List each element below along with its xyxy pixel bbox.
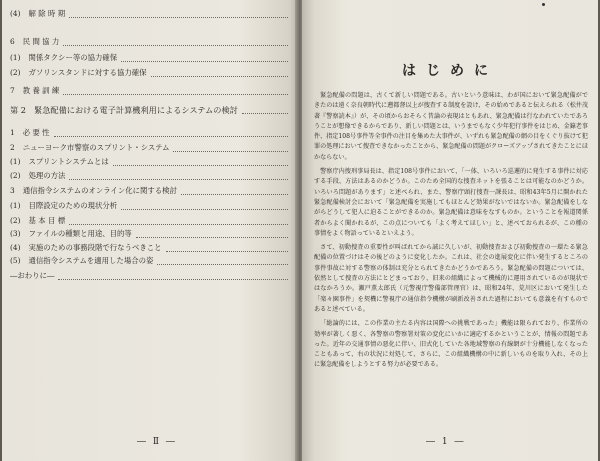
toc-entry bbox=[10, 52, 288, 64]
toc-entry-label: 必 要 性 bbox=[22, 128, 50, 137]
toc-entry-number: (2) bbox=[10, 216, 21, 225]
toc-entry-label: ニューヨーク市警察のスプリント・システム bbox=[22, 143, 170, 152]
toc-entry-number: (4) bbox=[10, 243, 21, 252]
toc-entry-number: (4) bbox=[10, 9, 21, 18]
toc-entry bbox=[10, 255, 288, 267]
toc-leader-dots bbox=[157, 258, 288, 265]
toc-entry-label: 解 除 時 期 bbox=[28, 9, 66, 18]
toc-entry bbox=[10, 270, 288, 282]
intro-paragraph-2: 警察庁内捜刑事局長は、指定108号事件において、「一体、いろいろ巡邏的に発生する事件に対応する手段、方法はあるのかどうか。このため全国的な捜査ネットを張ることは可能なのかどうか。いろいろ問題があります」と述べられ、また、警察庁頭打捜査一課長は、昭和43年5月に開かれた緊急配備検討会において「緊急配備を実施してもほとんど効果がないではないか。緊急配備をしながらどうして犯人に迫ることができるのか。緊急配備は意味をなすものか。ということを報道関係者からよく聞かれるが、この点についても「よく考えてほしい」と、述べておられるが、この種の事情をよく物語っているといえよう。 bbox=[314, 168, 588, 237]
toc-entry-label: ガソリンスタンドに対する協力確保 bbox=[28, 68, 147, 77]
toc-entry bbox=[10, 170, 288, 182]
book-spread bbox=[2, 0, 598, 461]
toc-entry-label: 民 間 協 力 bbox=[22, 37, 60, 46]
toc-entry-label: 緊急配備における電子計算機利用によるシステムの検討 bbox=[34, 105, 238, 115]
toc-entry-label: 教 養 訓 練 bbox=[22, 86, 60, 95]
right-page-introduction bbox=[302, 0, 598, 461]
toc-leader-dots bbox=[58, 273, 288, 280]
toc-entry bbox=[10, 85, 288, 97]
toc-entry-number: (2) bbox=[10, 68, 21, 77]
toc-entry-label: 通信指令システムのオンライン化に関する検討 bbox=[22, 186, 177, 195]
toc-leader-dots bbox=[121, 203, 288, 210]
toc-leader-dots bbox=[63, 88, 288, 95]
toc-entry-number: 3 bbox=[10, 186, 15, 195]
toc-leader-dots bbox=[63, 39, 288, 46]
toc-entry bbox=[10, 156, 288, 168]
toc-entry bbox=[10, 104, 288, 116]
right-page-number: ― 1 ― bbox=[426, 437, 466, 447]
toc-entry-number: (1) bbox=[10, 201, 21, 210]
toc-entry bbox=[10, 8, 288, 20]
intro-paragraph-3: さて、初動捜査の重要性が叫ばれてから誠に久しいが、初動捜査および初動捜査の一環たる緊急配備の位置づけはその後どのように変化したか。これは、社会の進展変化に伴い発生するところの事件事故に対する警察の体制は充分とられてきたかどうかであろう。緊急配備の問題については、依然として捜査の方法にとどまっており、旧来の組織によって機械的に運用されているのが現状ではなかろうか。瀬戸薫太郎氏（元警視庁警備部管理官）は、昭和24年、荒川区において発生した「楽々園事件」を契機に警視庁の通信指令機構が刷新改善された過程においても意義を有すものであると述べている。 bbox=[314, 244, 588, 313]
toc-leader-dots bbox=[54, 130, 288, 137]
toc-leader-dots bbox=[69, 173, 288, 180]
toc-entry-number: (5) bbox=[10, 256, 21, 265]
toc-leader-dots bbox=[69, 218, 288, 225]
toc-entry-label: 実施のための事務段階で行なうべきこと bbox=[28, 243, 162, 252]
toc-entry-label: 処理の方法 bbox=[28, 171, 66, 180]
intro-paragraph-4: 「総論的には、この作業の主たる内容は国際への挑戦であった」機能は限られており、作業所の効率が著しく悪く、各警察の警察署対策の変化にいかに適応するかということが、情報の問題であった。近年の交通事情の悪化に伴い、旧式化していた各地域警察の有線網が十分機能しなくなったこともあって、右の状況に対処して、さらに、この組織機構の中に新しいものを取り入れ、その上に緊急配備をしようとする努力が必要である。 bbox=[314, 320, 588, 369]
toc-entry-number: (3) bbox=[10, 229, 21, 238]
toc-entry bbox=[10, 228, 288, 240]
toc-entry-label: 基 本 目 標 bbox=[28, 216, 66, 225]
toc-entry bbox=[10, 67, 288, 79]
toc-entry bbox=[10, 142, 288, 154]
toc-leader-dots bbox=[173, 145, 288, 152]
toc-entry-label: 通信指令システムを適用した場合の姿 bbox=[28, 256, 154, 265]
toc-entry-label: スプリントシステムとは bbox=[28, 157, 109, 166]
toc-entry-number: 1 bbox=[10, 128, 15, 137]
page-heading: はじめに bbox=[402, 63, 498, 79]
toc-leader-dots bbox=[121, 55, 288, 62]
toc-leader-dots bbox=[166, 245, 288, 252]
left-page-table-of-contents bbox=[2, 0, 298, 461]
toc-leader-dots bbox=[151, 70, 288, 77]
toc-leader-dots bbox=[242, 107, 288, 114]
toc-entry bbox=[10, 215, 288, 227]
toc-entry-label: ファイルの種類と用途、目的等 bbox=[28, 229, 132, 238]
toc-leader-dots bbox=[113, 159, 288, 166]
toc-entry-number: 2 bbox=[10, 143, 15, 152]
toc-entry-number: 6 bbox=[10, 37, 15, 46]
toc-entry bbox=[10, 200, 288, 212]
toc-entry bbox=[10, 36, 288, 48]
toc-entry-label: ―おわりに― bbox=[10, 271, 55, 280]
toc-entry-label: 目際設定のための現状分析 bbox=[28, 201, 118, 210]
toc-entry bbox=[10, 185, 288, 197]
toc-entry-number: (1) bbox=[10, 53, 21, 62]
toc-entry bbox=[10, 127, 288, 139]
toc-entry-number: (2) bbox=[10, 171, 21, 180]
toc-leader-dots bbox=[69, 11, 288, 18]
left-page-number: ― Ⅱ ― bbox=[137, 437, 177, 447]
ink-dot bbox=[542, 3, 545, 6]
toc-entry bbox=[10, 242, 288, 254]
toc-entry-number: 7 bbox=[10, 86, 15, 95]
toc-entry-number: (1) bbox=[10, 157, 21, 166]
toc-entry-number: 第 2 bbox=[10, 105, 26, 115]
toc-leader-dots bbox=[181, 188, 288, 195]
toc-entry-label: 関係タクシー等の協力確保 bbox=[28, 53, 118, 62]
intro-paragraph-1: 緊急配備の問題は、古くて新しい問題である。古いという意味は、わが国において緊急配備ができたのは遠く奈良朝時代に遡都督以上が捜査する制度を設け、その始めであると伝えられる（松井茂著『警察読本』）が、その頃からおそらく昔論の表現はともあれ、緊急配備は行なわれていたであろうことが想像できるからであり、新しい問題とは、いうまでもなく少年犯行事件をはじめ、金籙老事件、指定108号事件等全事件の注目を集めた大事件が、いずれも緊急配備の網の目をくぐり抜けて犯罪の処理において捜査できなかったことから、緊急配備の問題がクローズアップされてきたことにほかならない。 bbox=[314, 92, 588, 161]
intro-body bbox=[314, 91, 588, 375]
toc-leader-dots bbox=[136, 231, 288, 238]
